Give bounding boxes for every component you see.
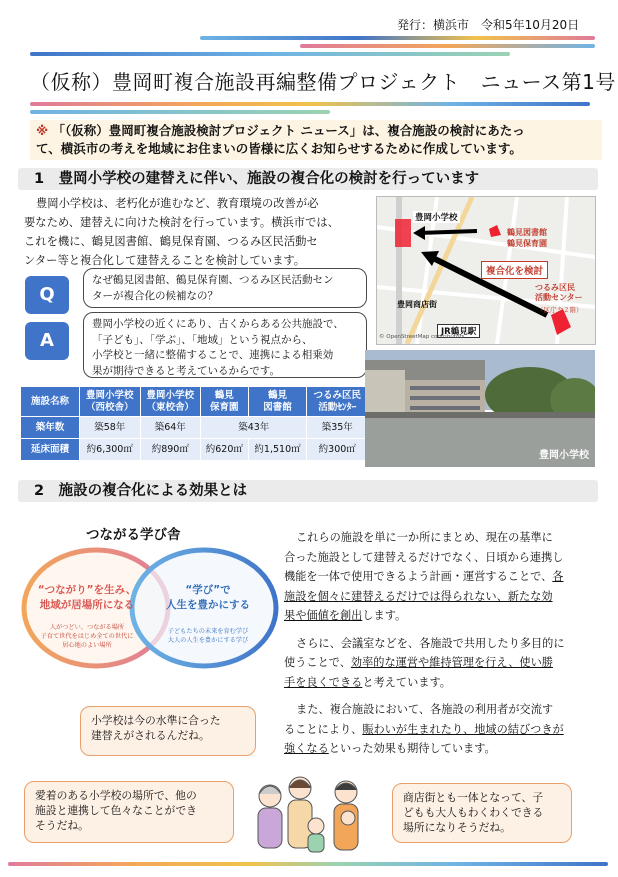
body-line: 手を良くできると考えています。	[284, 675, 451, 689]
body-line: これらの施設を単に一か所にまとめ、現在の基準に	[296, 531, 553, 544]
intro-line: 要なため、建替えに向けた検討を行っています。横浜市では、	[24, 216, 339, 229]
a-badge: A	[25, 322, 69, 360]
answer-line: 果が期待できると考えているからです。	[92, 364, 281, 377]
facility-name: 豊岡小学校 （西校舎）	[80, 387, 141, 417]
body-line: 強くなるといった効果も期待しています。	[284, 742, 496, 755]
speech-line: そうだね。	[35, 819, 89, 832]
body-line: ることにより、賑わいが生まれたり、地域の結びつきが	[284, 722, 564, 736]
map-school-label: 豊岡小学校	[415, 213, 458, 223]
left-sub-3: 居心地のよい場所	[62, 642, 112, 649]
top-stripe-1	[200, 36, 595, 40]
speech-line: 商店街とも一体となって、子	[403, 791, 544, 804]
speech-line: 小学校は今の水準に合った	[91, 714, 221, 727]
area-cell: 約300㎡	[307, 439, 368, 461]
age-cell: 築35年	[307, 417, 368, 439]
family-illustration	[250, 768, 370, 858]
facility-name: つるみ区民 活動ｾﾝﾀｰ	[307, 387, 368, 417]
left-sub-1: 人がつどい、つながる場所	[49, 624, 125, 631]
child-figure	[308, 818, 324, 852]
map-consolidate-label: 複合化を検討	[481, 261, 548, 279]
row-header-area: 延床面積	[21, 439, 80, 461]
speech-bubble-right	[392, 783, 572, 843]
answer-bubble	[83, 312, 367, 378]
facility-name: 豊岡小学校 （東校舎）	[140, 387, 201, 417]
speech-bubble-center	[80, 706, 256, 756]
q-badge: Q	[25, 276, 69, 314]
answer-line: 小学校と一緒に整備することで、連携による相乗効	[92, 349, 334, 361]
facility-name: 鶴見 保育園	[201, 387, 249, 417]
left-sub-2: 子育て世代をはじめ全ての世代に	[40, 633, 134, 640]
section2-heading: 2 施設の複合化による効果とは	[18, 480, 598, 502]
notice-line-1: 「（仮称）豊岡町複合施設検討プロジェクト ニュース」は、複合施設の検討にあたっ	[52, 123, 525, 138]
left-circle-text	[28, 582, 146, 649]
answer-line: 豊岡小学校の近くにあり、古くからある公共施設で、	[92, 318, 344, 330]
row-header-age: 築年数	[21, 417, 80, 439]
venn-title: つながる学び舎	[86, 527, 181, 543]
bottom-title-stripe-2	[30, 110, 330, 114]
map-library-label: 鶴見図書館	[507, 228, 547, 237]
speech-bubble-left	[24, 781, 234, 843]
intro-line: 豊岡小学校は、老朽化が進むなど、教育環境の改善が必	[36, 197, 319, 210]
footer-stripe	[8, 862, 608, 866]
arrow-to-school	[419, 231, 477, 233]
map-center-label: つるみ区民 活動センター	[535, 283, 583, 302]
top-stripe-3	[30, 52, 510, 56]
body-line: 施設を個々に建替えるだけでは得られない、新たな効	[284, 589, 553, 603]
publisher-line: 発行：横浜市 令和5年10月20日	[397, 18, 580, 32]
left-headline-1: “つながり”を生み、	[37, 584, 137, 596]
body-line: 機能を一体で使用できるよう計画・運営することで、各	[284, 570, 564, 583]
speech-line: 場所になりそうだね。	[403, 821, 511, 834]
area-cell: 約1,510㎡	[248, 439, 307, 461]
right-sub-1: 子どもたちの未来を育む学び	[167, 628, 249, 635]
right-sub-2: 大人の人生を豊かにする学び	[167, 637, 249, 644]
age-cell: 築43年	[201, 417, 307, 439]
question-line: ターが複合化の候補なの？	[92, 289, 218, 302]
photo-caption: 豊岡小学校	[539, 450, 589, 461]
body-line: 合った施設として建替えるだけでなく、日頃から連携し	[284, 550, 564, 564]
area-cell: 約620㎡	[201, 439, 249, 461]
notice-mark: ※	[36, 123, 49, 138]
page-title: （仮称）豊岡町複合施設再編整備プロジェクト ニュース第1号	[30, 70, 616, 94]
speech-line: 愛着のある小学校の場所で、他の	[35, 789, 197, 802]
bottom-title-stripe-1	[30, 102, 590, 106]
map-station-label: JR鶴見駅	[437, 324, 480, 338]
speech-line: 施設と連携して色々なことができ	[35, 804, 197, 817]
area-map	[376, 196, 596, 345]
facility-name: 鶴見 図書館	[248, 387, 307, 417]
area-cell: 約890㎡	[140, 439, 201, 461]
section1-heading: 1 豊岡小学校の建替えに伴い、施設の複合化の検討を行っています	[18, 168, 598, 190]
speech-line: 建替えがされるんだね。	[91, 729, 210, 742]
question-line: なぜ鶴見図書館、鶴見保育園、つるみ区民活動セン	[92, 274, 334, 286]
area-cell: 約6,300㎡	[80, 439, 141, 461]
school-marker	[395, 219, 411, 247]
left-headline-2: 地域が居場所になる	[39, 599, 135, 611]
right-circle-text	[148, 582, 268, 644]
body-line: さらに、会議室などを、各施設で共用したり多目的に	[296, 636, 565, 650]
right-headline-2: 人生を豊かにする	[166, 599, 250, 611]
intro-line: ンター等と複合化して建替えることを検討しています。	[24, 254, 306, 267]
top-stripe-2	[300, 44, 595, 48]
question-bubble	[83, 268, 367, 308]
notice-line-2: て、横浜市の考えを地域にお住まいの皆様に広くお知らせするために作成しています。	[36, 141, 522, 156]
map-nursery-label: 鶴見保育園	[507, 239, 547, 248]
map-credit: © OpenStreetMap contributors	[379, 334, 465, 340]
map-shopping-label: 豊岡商店街	[397, 300, 437, 309]
map-center-sub: （区庁舎２階）	[537, 306, 583, 314]
notice-box	[30, 120, 602, 160]
section2-body	[284, 528, 594, 759]
section1-intro	[24, 194, 374, 270]
school-photo	[365, 350, 595, 467]
grandmother-figure	[258, 785, 282, 848]
right-headline-1: “学び”で	[185, 584, 231, 596]
age-cell: 築58年	[80, 417, 141, 439]
father-figure	[334, 781, 358, 850]
age-cell: 築64年	[140, 417, 201, 439]
body-line: 使うことで、効率的な運営や維持管理を行え、使い勝	[284, 656, 553, 669]
body-line: 果や価値を創出します。	[284, 609, 407, 622]
row-header-name: 施設名称	[21, 387, 80, 417]
facility-table	[20, 386, 368, 461]
speech-line: どもも大人もわくわくできる	[403, 806, 544, 819]
body-line: また、複合施設において、各施設の利用者が交流す	[296, 703, 554, 716]
answer-line: 「子ども」、「学ぶ」、「地域」という視点から、	[92, 333, 313, 346]
intro-line: これを機に、鶴見図書館、鶴見保育園、つるみ区民活動セ	[24, 235, 318, 248]
